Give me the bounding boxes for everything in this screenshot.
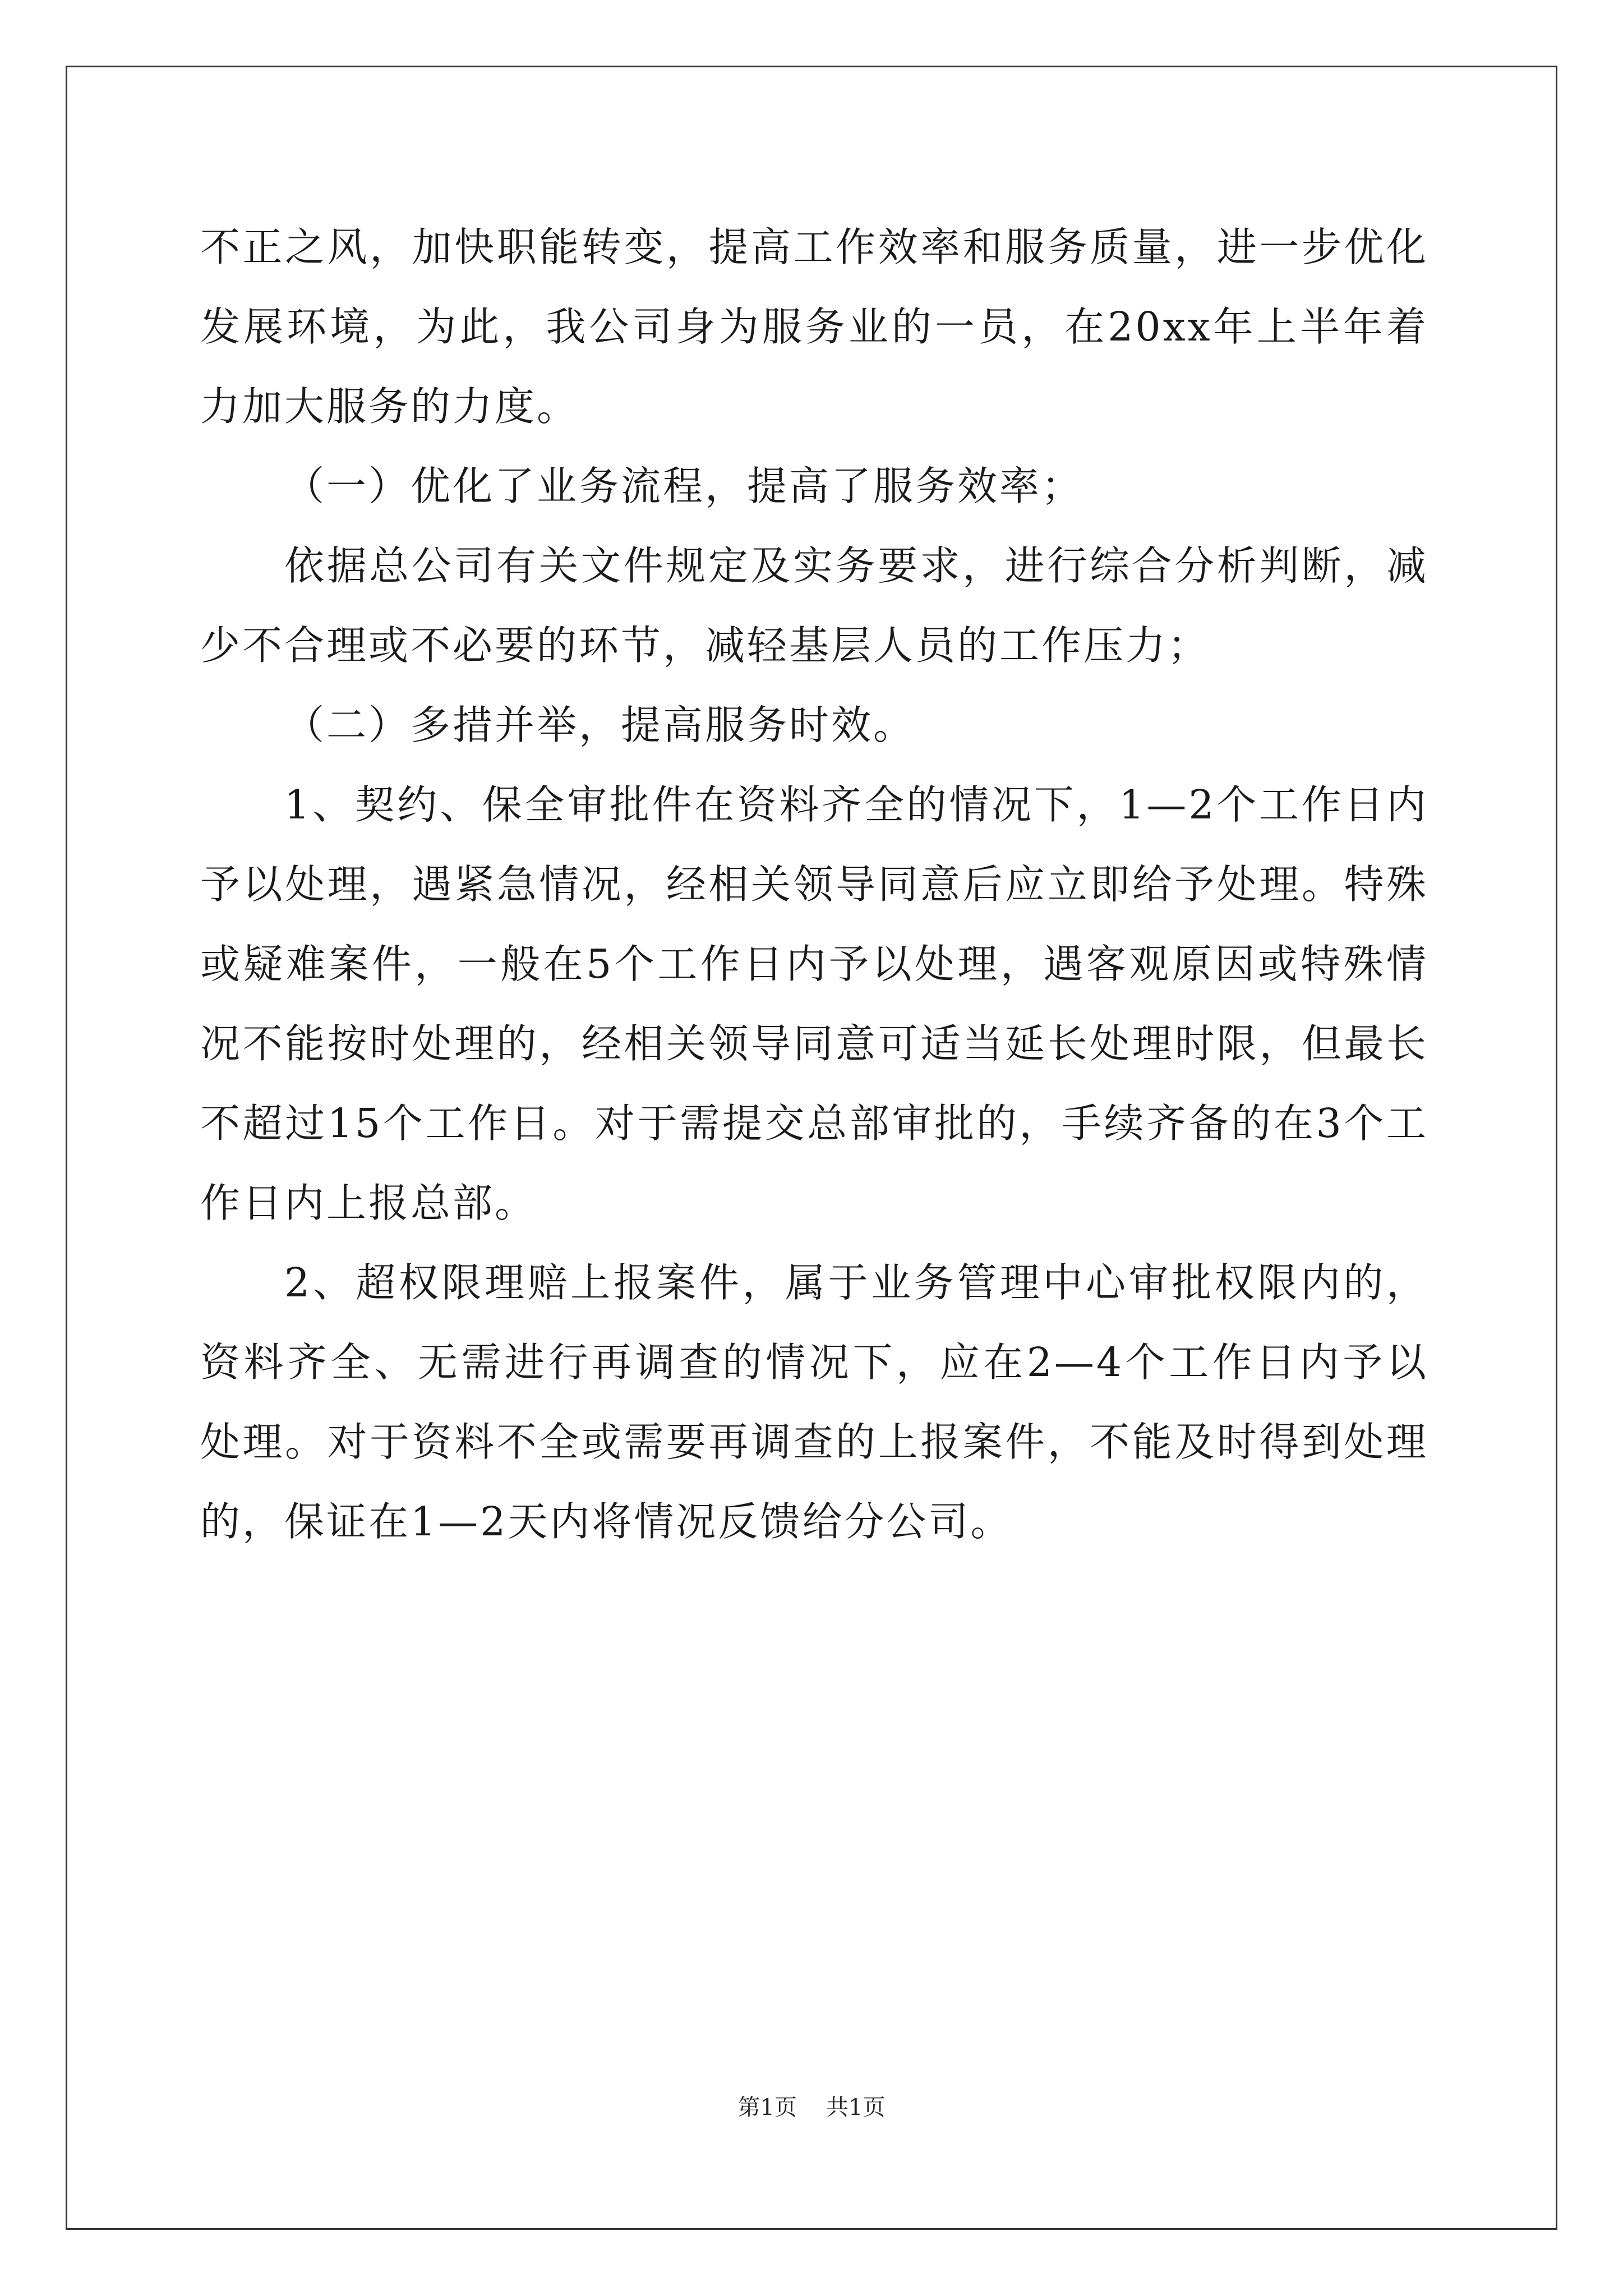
paragraph-1: 不正之风，加快职能转变，提高工作效率和服务质量，进一步优化发展环境，为此，我公司身为服务业的一员，在20xx年上半年着力加大服务的力度。 — [200, 224, 1428, 430]
page-footer — [0, 2090, 1623, 2122]
paragraph-2-heading-1: （一）优化了业务流程，提高了服务效率； — [284, 463, 1084, 509]
paragraph-3: 依据总公司有关文件规定及实务要求，进行综合分析判断，减少不合理或不必要的环节，减轻基层人员的工作压力； — [200, 542, 1428, 669]
document-body — [200, 208, 1428, 1562]
paragraph-6-item-2: 2、超权限理赔上报案件，属于业务管理中心审批权限内的，资料齐全、无需进行再调查的情况下，应在2—4个工作日内予以处理。对于资料不全或需要再调查的上报案件，不能及时得到处理的，保证在1—2天内将情况反馈给分公司。 — [200, 1259, 1428, 1545]
page-number: 第1页 — [737, 2095, 797, 2120]
paragraph-4-heading-2: （二）多措并举，提高服务时效。 — [284, 702, 916, 748]
paragraph-5-item-1: 1、契约、保全审批件在资料齐全的情况下，1—2个工作日内予以处理，遇紧急情况，经相关领导同意后应立即给予处理。特殊或疑难案件，一般在5个工作日内予以处理，遇客观原因或特殊情况不能按时处理的，经相关领导同意可适当延长处理时限，但最长不超过15个工作日。对于需提交总部审批的，手续齐备的在3个工作日内上报总部。 — [200, 781, 1428, 1226]
page-total: 共1页 — [826, 2095, 886, 2120]
